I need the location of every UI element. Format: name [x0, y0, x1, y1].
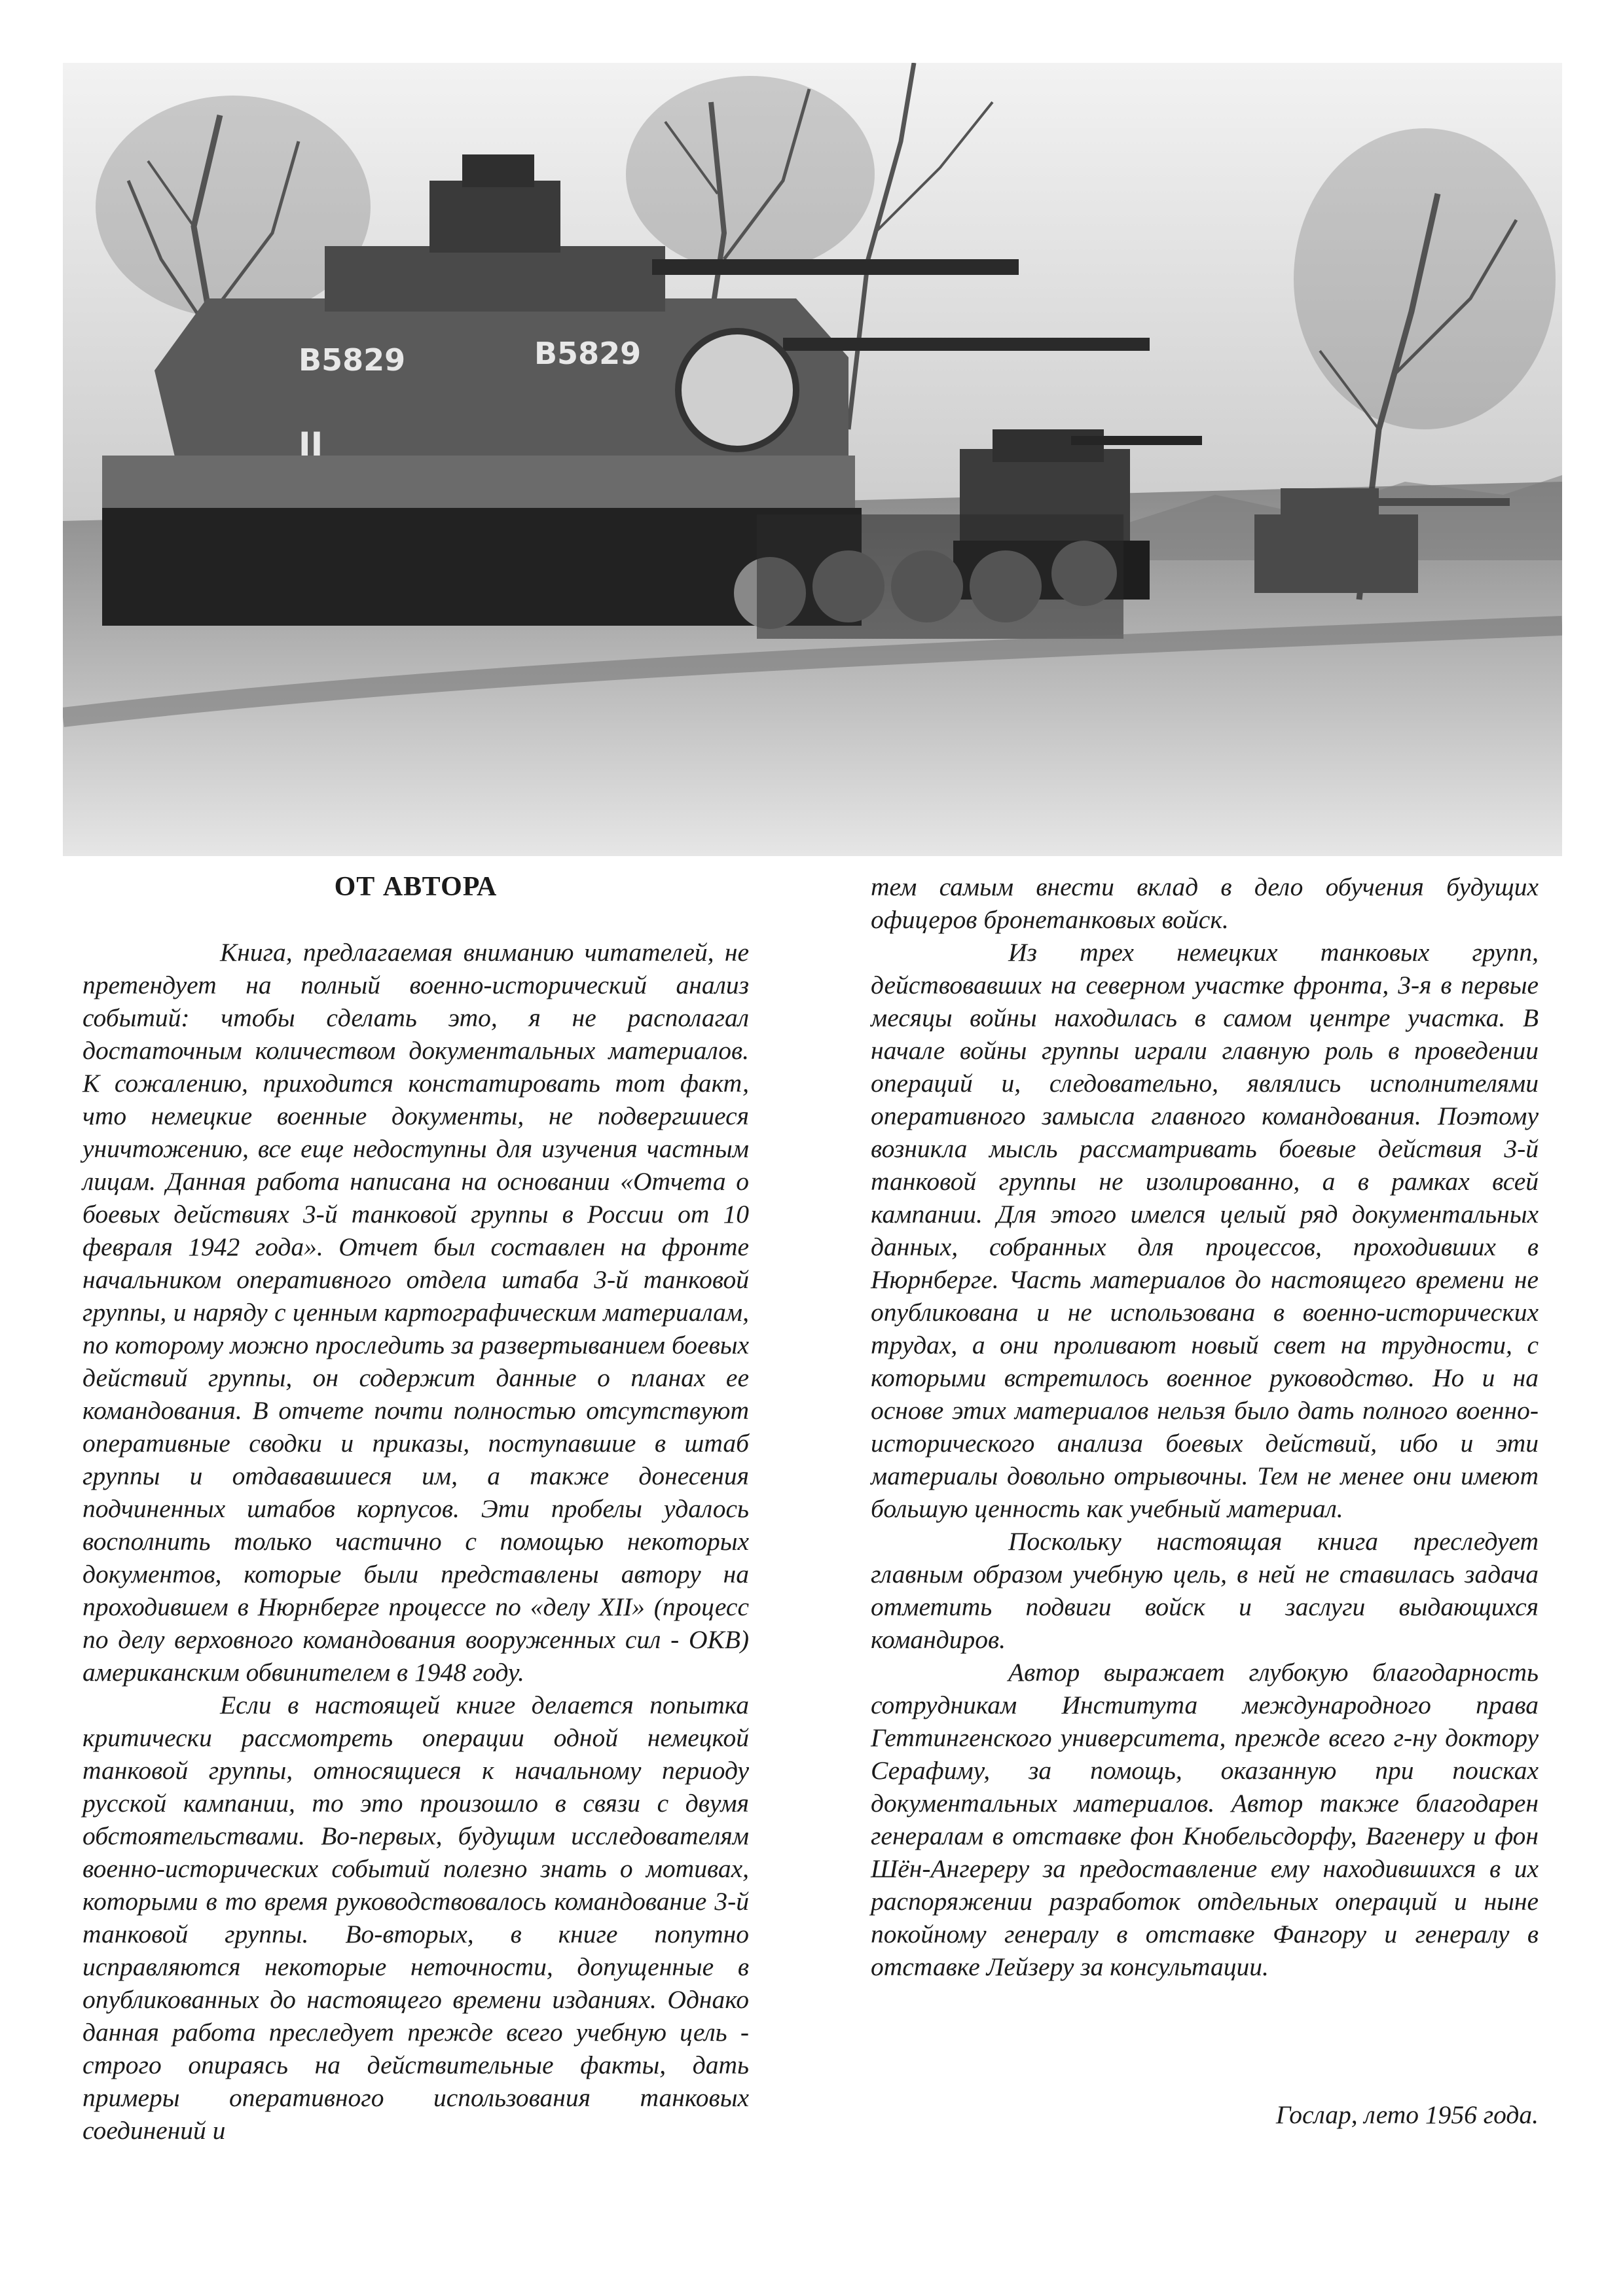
left-paragraph-2: Если в настоящей книге делается попытка критически рассмотреть операции одной немецкой танковой группы, относящиеся к начальному периоду русской кампании, то это произошло в связи с двумя обстоятельствами. Во-первых, будущим исследователям военно-исторических событий полезно знать о мотивах, которыми в то время руководствовалось командование 3-й танковой группы. Во-вторых, в книге попутно исправляются некоторые неточности, допущенные в опубликованных до настоящего времени изданиях. Однако данная работа преследует прежде всего учебную цель - строго опираясь на действительные факты, дать примеры оперативного использования танковых соединений и	[82, 1691, 749, 2145]
right-paragraph-3: Автор выражает глубокую благодарность сотрудникам Института международного права Геттингенского университета, прежде всего г-ну доктору Серафиму, за помощь, оказанную при поисках документальных материалов. Автор также благодарен генералам в отставке фон Кнобельсдорфу, Вагенеру и фон Шён-Ангереру за предоставление ему находившихся в их распоряжении разработок отдельных операций и ныне покойному генералу в отставке Фангору и генералу в отставке Лейзеру за консультации.	[871, 1658, 1539, 1981]
photo-illustration	[63, 63, 1562, 856]
place-date-signature: Гослар, лето 1956 года.	[1275, 2100, 1539, 2129]
hull-marking-2: B5829	[534, 336, 642, 371]
left-paragraph-1: Книга, предлагаемая вниманию читателей, не претендует на полный военно-исторический анализ событий: чтобы сделать это, я не располагал достаточным количеством документальных материалов. К сожалению, приходится констатировать тот факт, что немецкие военные документы, не подвергшиеся уничтожению, все еще недоступны для изучения частным лицам. Данная работа написана на основании «Отчета о боевых действиях 3-й танковой группы в России от 10 февраля 1942 года». Отчет был составлен на фронте начальником оперативного отдела штаба 3-й танковой группы, и наряду с ценным картографическим материалам, по которому можно проследить за развертыванием боевых действий группы, он содержит данные о планах ее командования. В отчете почти полностью отсутствуют оперативные сводки и приказы, поступавшие в штаб группы и отдававшиеся им, а также донесения подчиненных штабов корпусов. Эти пробелы удалось восполнить только частично с помощью некоторых документов, которые были представлены автору на проходившем в Нюрнберге процессе по «делу XII» (процесс по делу верховного командования вооруженных сил - ОКВ) американским обвинителем в 1948 году.	[82, 938, 749, 1687]
right-paragraph-continuation: тем самым внести вклад в дело обучения будущих офицеров бронетанковых войск.	[871, 872, 1539, 934]
page-title: ОТ АВТОРА	[334, 872, 498, 902]
left-text-column	[82, 870, 749, 2147]
tank-column-photo	[63, 63, 1562, 856]
right-paragraph-1: Из трех немецких танковых групп, действовавших на северном участке фронта, 3-я в первые месяцы войны находилась в самом центре участка. В начале войны группы играли главную роль в проведении операций и, следовательно, являлись исполнителями оперативного замысла главного командования. Поэтому возникла мысль рассматривать боевые действия 3-й танковой группы не изолированно, а в рамках всей кампании. Для этого имелся целый ряд документальных данных, собранных для процессов, проходивших в Нюрнберге. Часть материалов до настоящего времени не опубликована и не использована в военно-исторических трудах, а они проливают новый свет на трудности, с которыми встретилось военное руководство. Но и на основе этих материалов нельзя было дать полного военно-исторического анализа боевых действий, ибо и эти материалы довольно отрывочны. Тем не менее они имеют большую ценность как учебный материал.	[871, 938, 1539, 1523]
hull-marking-3: II	[299, 425, 323, 463]
hull-marking-1: B5829	[299, 342, 406, 378]
right-paragraph-2: Поскольку настоящая книга преследует главным образом учебную цель, в ней не ставилась задача отметить подвиги войск и заслуги выдающихся командиров.	[871, 1527, 1539, 1654]
right-text-column	[871, 870, 1539, 1983]
